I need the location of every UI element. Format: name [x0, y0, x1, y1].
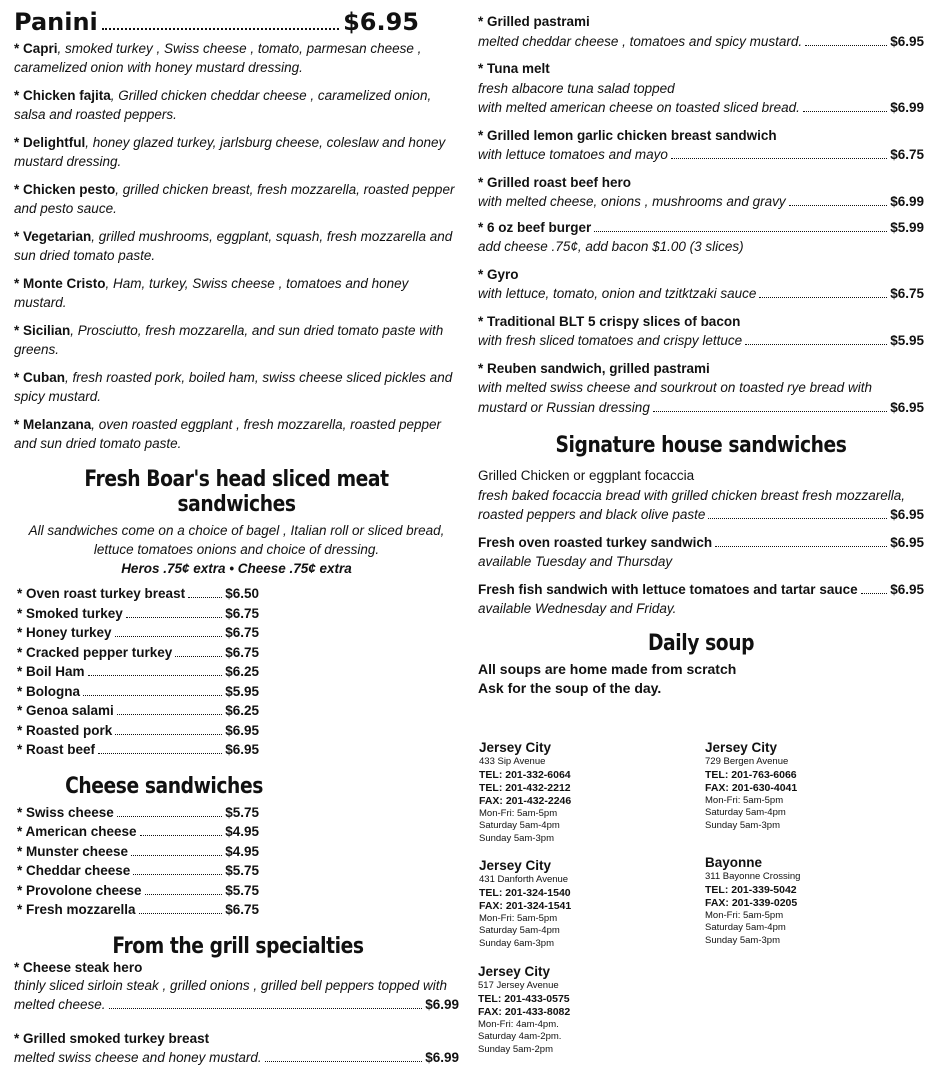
location-hours: Saturday 5am-4pm: [479, 820, 560, 831]
leader-dots: [745, 344, 887, 345]
location-hours: Sunday 6am-3pm: [479, 937, 554, 949]
item-price: $5.75: [225, 882, 259, 898]
item-price: $6.95: [890, 507, 924, 522]
location-phone: TEL: 201-339-5042: [705, 883, 797, 896]
item-price-line: [14, 996, 459, 1015]
item-description: , grilled chicken breast, fresh mozzarella, roasted pepper and pesto sauce.: [14, 182, 455, 216]
grill-item: [478, 265, 924, 304]
leader-dots: [653, 411, 887, 412]
item-price: $6.99: [890, 100, 924, 115]
location-block: [478, 964, 570, 1056]
item-price-line: [478, 32, 924, 52]
location-address: 729 Bergen Avenue: [705, 756, 789, 767]
item-name: * Genoa salami: [17, 703, 114, 718]
boars-item: [17, 662, 259, 682]
item-description-2: with melted american cheese on toasted sliced bread.: [478, 100, 800, 115]
item-price: $6.99: [425, 996, 459, 1012]
item-name: * Grilled lemon garlic chicken breast sandwich: [478, 127, 777, 143]
item-price: $5.95: [890, 333, 924, 348]
panini-price: $6.95: [343, 8, 419, 36]
menu-item: [478, 218, 924, 257]
item-name: Fresh fish sandwich with lettuce tomatoes and tartar sauce: [478, 581, 858, 597]
item-name: * Chicken fajita: [14, 88, 111, 103]
item-description-2: melted cheddar cheese , tomatoes and spicy mustard.: [478, 33, 803, 49]
location-hours: Mon-Fri: 5am-5pm: [705, 794, 784, 806]
item-name: * Honey turkey: [17, 625, 112, 640]
panini-heading: [14, 8, 459, 36]
cheese-item: [17, 900, 259, 920]
item-description: , honey glazed turkey, jarlsburg cheese, coleslaw and honey mustard dressing.: [14, 135, 446, 169]
item-name: * Provolone cheese: [17, 882, 142, 898]
item-price: $6.75: [890, 147, 924, 162]
location-phone: TEL: 201-324-1540: [479, 886, 571, 899]
item-name: * Delightful: [14, 135, 86, 150]
location-city: Jersey City: [705, 740, 778, 755]
location-hours: Mon-Fri: 4am-4pm.: [478, 1018, 559, 1030]
location-address: 431 Danforth Avenue: [479, 874, 569, 885]
item-price: $6.75: [225, 605, 259, 621]
right-column: [478, 12, 924, 698]
item-price: $6.95: [890, 534, 924, 550]
boars-item: [17, 721, 259, 741]
cheese-heading: Cheese sandwiches: [65, 773, 263, 799]
cheese-item: [17, 803, 259, 823]
boars-head-heading: Fresh Boar's head sliced meat sandwiches: [84, 467, 389, 517]
location-hours: Mon-Fri: 5am-5pm: [479, 807, 558, 819]
item-price: $5.95: [225, 683, 259, 699]
item-name: * Swiss cheese: [17, 804, 114, 820]
grill-right-list-2: [478, 265, 924, 418]
leader-dots: [117, 816, 222, 817]
grill-item: [478, 359, 924, 418]
item-description-2: with fresh sliced tomatoes and crispy lettuce: [478, 333, 743, 348]
item-name: * Roasted pork: [17, 722, 113, 738]
location-phone: TEL: 201-763-6066: [705, 768, 797, 781]
signature-heading: Signature house sandwiches: [555, 433, 847, 458]
focaccia-item: [478, 466, 924, 525]
location-city: Bayonne: [705, 855, 763, 870]
item-description: add cheese .75¢, add bacon $1.00 (3 slices): [478, 239, 744, 254]
item-description: , fresh roasted pork, boiled ham, swiss cheese sliced pickles and spicy mustard.: [14, 370, 453, 404]
item-description-2: roasted peppers and black olive paste: [478, 507, 706, 522]
item-price-line: [478, 398, 924, 418]
boars-item: [17, 740, 259, 760]
location-city: Jersey City: [479, 858, 552, 873]
item-price-line: [14, 1049, 459, 1068]
location-hours: Sunday 5am-3pm: [705, 934, 780, 946]
item-price: $6.50: [225, 586, 259, 601]
item-price: $6.75: [225, 625, 259, 640]
item-price: $6.25: [225, 703, 259, 718]
item-name: * Grilled smoked turkey breast: [14, 1031, 210, 1046]
item-price-line: [478, 98, 924, 118]
cheese-item: [17, 822, 259, 842]
item-name: * Cracked pepper turkey: [17, 644, 173, 660]
item-price: $6.99: [890, 194, 924, 209]
location-city: Jersey City: [478, 964, 551, 979]
leader-dots: [83, 695, 222, 696]
grill-item: [478, 173, 924, 212]
location-block: [479, 740, 571, 845]
item-name: * Fresh mozzarella: [17, 902, 136, 917]
grill-item: [14, 1030, 459, 1067]
item-price-line: [478, 331, 924, 351]
leader-dots: [671, 158, 887, 159]
leader-dots: [140, 835, 223, 836]
leader-dots: [175, 656, 222, 657]
location-hours: Sunday 5am-3pm: [705, 819, 780, 831]
leader-dots: [109, 1008, 423, 1009]
boars-item: [17, 682, 259, 702]
item-price: $5.99: [890, 219, 924, 235]
location-phone: TEL: 201-433-0575: [478, 992, 570, 1005]
location-block: [705, 740, 797, 832]
left-column: [14, 0, 459, 1077]
leader-dots: [126, 617, 222, 618]
item-description-2: with lettuce, tomato, onion and tzitktzaki sauce: [478, 286, 757, 301]
boars-extras-note: Heros .75¢ extra • Cheese .75¢ extra: [121, 561, 352, 576]
item-name: * Gyro: [478, 266, 519, 282]
item-description: fresh albacore tuna salad topped: [478, 80, 675, 96]
item-name: * Melanzana: [14, 417, 92, 432]
item-name: * Boil Ham: [17, 664, 85, 679]
leader-dots: [803, 111, 887, 112]
item-price: $6.75: [225, 644, 259, 660]
leader-dots: [265, 1061, 423, 1062]
boars-item: [17, 584, 259, 604]
item-name: * Bologna: [17, 683, 80, 699]
location-block: [479, 858, 571, 950]
panini-item: [14, 181, 459, 218]
panini-item: [14, 40, 459, 77]
location-hours: Saturday 5am-4pm: [705, 922, 786, 933]
location-address: 311 Bayonne Crossing: [705, 871, 801, 882]
item-description-2: with melted cheese, onions , mushrooms and gravy: [478, 194, 786, 209]
item-name: * Chicken pesto: [14, 182, 116, 197]
leader-dots: [861, 593, 888, 594]
location-phone: FAX: 201-432-2246: [479, 794, 572, 807]
item-price: $5.75: [225, 804, 259, 820]
item-name: * American cheese: [17, 824, 137, 839]
location-hours: Sunday 5am-3pm: [479, 832, 554, 844]
item-price: $6.75: [225, 902, 259, 917]
location-phone: FAX: 201-433-8082: [478, 1005, 571, 1018]
leader-dots: [805, 45, 887, 46]
item-description: available Tuesday and Thursday: [478, 554, 673, 569]
item-name: Fresh oven roasted turkey sandwich: [478, 534, 713, 550]
item-name: * Grilled pastrami: [478, 14, 590, 29]
boars-item: [17, 701, 259, 721]
leader-dots: [115, 734, 222, 735]
boars-list: [17, 584, 259, 760]
panini-item: [14, 322, 459, 359]
boars-item: [17, 643, 259, 663]
location-hours: Mon-Fri: 5am-5pm: [705, 909, 784, 921]
grill-left-list: [14, 959, 459, 1068]
cheese-item: [17, 881, 259, 901]
leader-dots: [789, 205, 888, 206]
location-phone: FAX: 201-339-0205: [705, 896, 798, 909]
leader-dots: [594, 231, 887, 232]
location-hours: Mon-Fri: 5am-5pm: [479, 912, 558, 924]
item-description: , grilled mushrooms, eggplant, squash, fresh mozzarella and sun dried tomato paste.: [14, 229, 453, 263]
leader-dots: [131, 855, 222, 856]
panini-item: [14, 275, 459, 312]
grill-right-list: [478, 12, 924, 212]
item-name: * Roast beef: [17, 742, 96, 757]
item-name: * 6 oz beef burger: [478, 219, 592, 235]
item-price: $6.95: [890, 33, 924, 49]
leader-dots: [708, 518, 887, 519]
item-price: $6.95: [225, 742, 259, 757]
grill-heading: From the grill specialties: [112, 933, 364, 959]
item-name: * Vegetarian: [14, 229, 92, 244]
leader-dots: [98, 753, 222, 754]
item-name: * Monte Cristo: [14, 276, 106, 291]
location-phone: TEL: 201-432-2212: [479, 781, 571, 794]
item-price: $6.95: [890, 399, 924, 415]
boars-item: [17, 623, 259, 643]
location-phone: FAX: 201-324-1541: [479, 899, 572, 912]
boars-note-2: lettuce tomatoes onions and choice of dressing.: [93, 542, 380, 557]
item-name: * Cheddar cheese: [17, 863, 131, 878]
item-price-line: [478, 145, 924, 165]
soup-line-1: All soups are home made from scratch: [478, 660, 737, 677]
item-description: , smoked turkey , Swiss cheese , tomato, parmesan cheese , caramelized onion with honey mustard dressing.: [14, 41, 422, 75]
item-description: fresh baked focaccia bread with grilled chicken breast fresh mozzarella,: [478, 487, 905, 503]
item-description: with melted swiss cheese and sourkrout on toasted rye bread with: [478, 380, 872, 395]
grill-item: [478, 312, 924, 351]
grill-item: [478, 126, 924, 165]
location-hours: Saturday 5am-4pm: [705, 807, 786, 818]
panini-item: [14, 134, 459, 171]
location-block: [705, 855, 800, 947]
location-address: 517 Jersey Avenue: [478, 980, 559, 991]
item-price: $6.25: [225, 664, 259, 679]
location-city: Jersey City: [479, 740, 552, 755]
item-price-line: [478, 192, 924, 212]
cheese-list: [17, 803, 259, 920]
item-price: $6.95: [890, 581, 924, 597]
boars-item: [17, 604, 259, 624]
item-price: $4.95: [225, 843, 259, 859]
leader-dots: [102, 28, 339, 30]
soup-heading: Daily soup: [647, 630, 755, 656]
leader-dots: [759, 297, 887, 298]
leader-dots: [117, 714, 222, 715]
grill-item: [478, 12, 924, 51]
panini-list: [14, 40, 459, 453]
panini-item: [14, 369, 459, 406]
item-name: * Capri: [14, 41, 58, 56]
item-price: $6.75: [890, 286, 924, 301]
leader-dots: [188, 597, 222, 598]
item-description: thinly sliced sirloin steak , grilled onions , grilled bell peppers topped with: [14, 978, 447, 993]
item-name: * Oven roast turkey breast: [17, 586, 186, 601]
leader-dots: [715, 546, 887, 547]
item-price: $6.99: [425, 1049, 459, 1065]
fish-item: [478, 580, 924, 619]
item-description-2: melted swiss cheese and honey mustard.: [14, 1049, 262, 1065]
panini-title: Panini: [14, 8, 98, 36]
item-description: available Wednesday and Friday.: [478, 601, 677, 616]
item-description-2: mustard or Russian dressing: [478, 399, 650, 415]
panini-item: [14, 228, 459, 265]
turkey-item: [478, 533, 924, 572]
location-hours: Sunday 5am-2pm: [478, 1043, 553, 1055]
item-description: , Ham, turkey, Swiss cheese , tomatoes and honey mustard.: [14, 276, 409, 310]
leader-dots: [115, 636, 223, 637]
soup-line-2: Ask for the soup of the day.: [478, 679, 662, 696]
item-description-2: with lettuce tomatoes and mayo: [478, 147, 668, 162]
grill-item: [478, 59, 924, 118]
location-hours: Saturday 4am-2pm.: [478, 1031, 562, 1042]
item-name: * Cuban: [14, 370, 66, 385]
panini-item: [14, 416, 459, 453]
location-phone: TEL: 201-332-6064: [479, 768, 571, 781]
item-name: * Cheese steak hero: [14, 959, 143, 975]
item-description-2: melted cheese.: [14, 996, 106, 1012]
location-phone: FAX: 201-630-4041: [705, 781, 798, 794]
item-name: * Tuna melt: [478, 61, 550, 76]
leader-dots: [88, 675, 223, 676]
grill-item: [14, 959, 459, 1015]
item-name: * Grilled roast beef hero: [478, 174, 632, 190]
item-name: * Smoked turkey: [17, 605, 123, 621]
item-name: * Traditional BLT 5 crispy slices of bacon: [478, 313, 741, 329]
cheese-item: [17, 861, 259, 881]
item-name: Grilled Chicken or eggplant focaccia: [478, 468, 695, 483]
item-name: * Munster cheese: [17, 843, 129, 859]
item-name: * Sicilian: [14, 323, 71, 338]
item-price: $4.95: [225, 824, 259, 839]
boars-note-1: All sandwiches come on a choice of bagel , Italian roll or sliced bread,: [28, 523, 445, 538]
item-description: , oven roasted eggplant , fresh mozzarella, roasted pepper and sun dried tomato paste.: [14, 417, 441, 451]
location-address: 433 Sip Avenue: [479, 756, 546, 767]
leader-dots: [145, 894, 223, 895]
item-description: , Prosciutto, fresh mozzarella, and sun dried tomato paste with greens.: [14, 323, 444, 357]
location-hours: Saturday 5am-4pm: [479, 925, 560, 936]
item-price: $6.95: [225, 722, 259, 738]
panini-item: [14, 87, 459, 124]
item-description: , Grilled chicken cheddar cheese , caramelized onion, salsa and roasted peppers.: [14, 88, 432, 122]
leader-dots: [139, 913, 223, 914]
item-price-line: [478, 284, 924, 304]
item-name: * Reuben sandwich, grilled pastrami: [478, 360, 710, 376]
item-price: $5.75: [225, 863, 259, 878]
cheese-item: [17, 842, 259, 862]
leader-dots: [133, 874, 222, 875]
